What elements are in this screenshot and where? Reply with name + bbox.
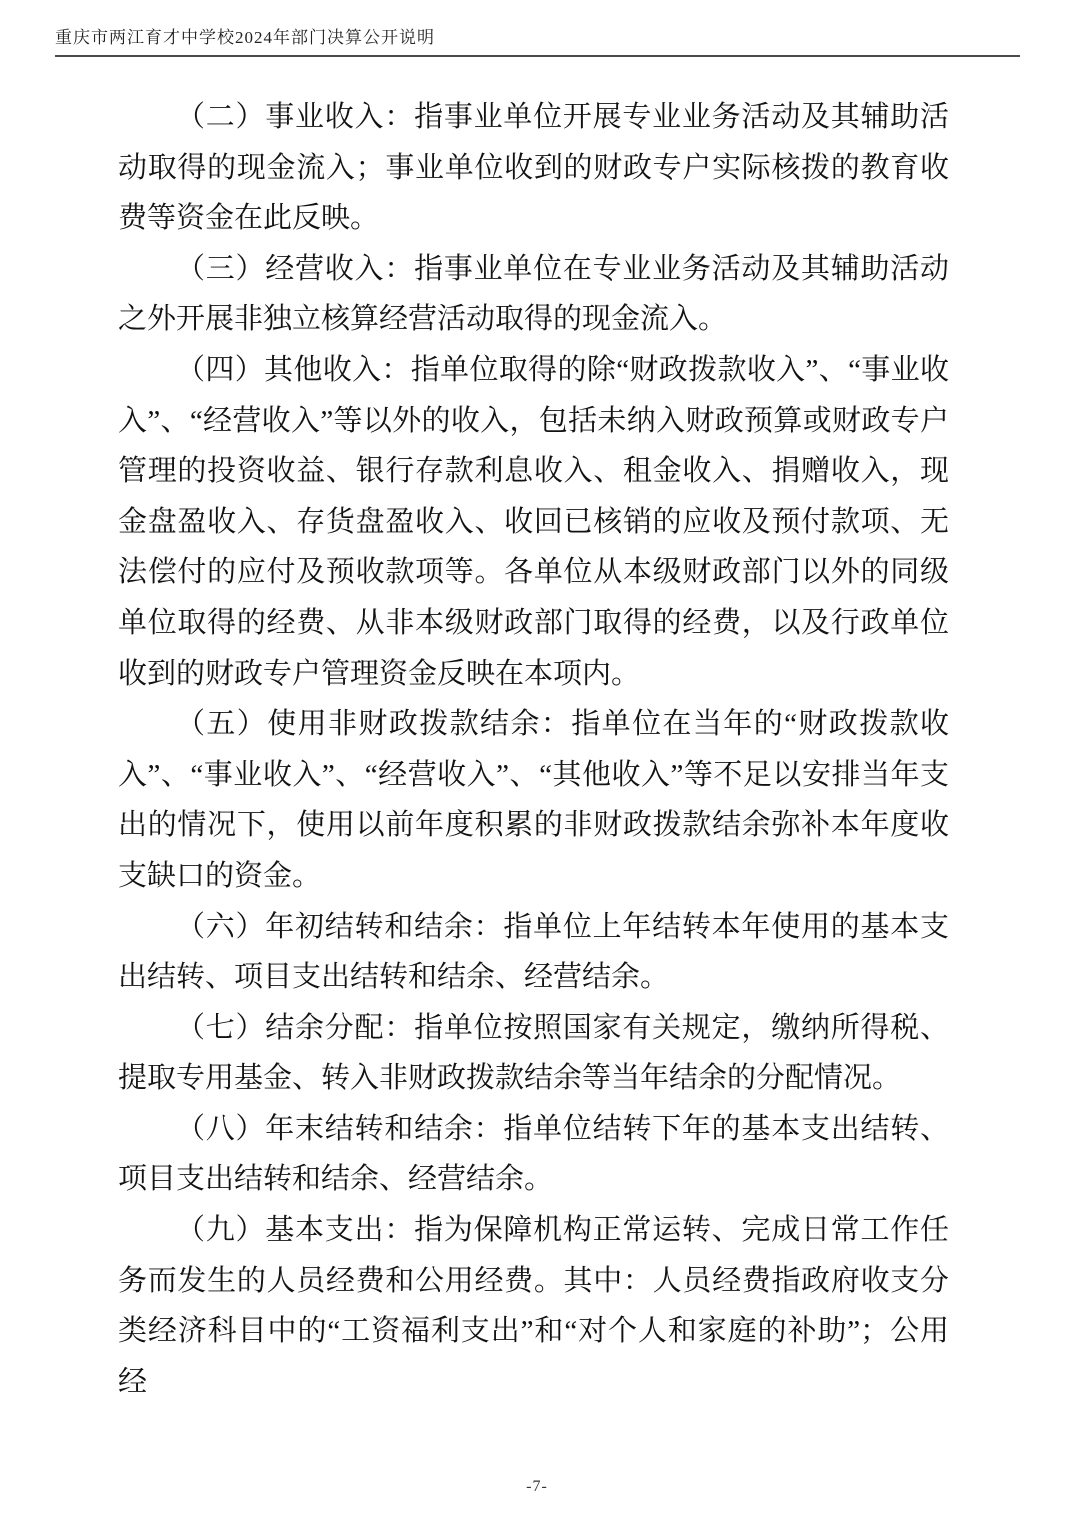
page-header [55,28,1020,57]
paragraph-qita-shouru: （四）其他收入：指单位取得的除“财政拨款收入”、“事业收入”、“经营收入”等以外的收入，包括未纳入财政预算或财政专户管理的投资收益、银行存款利息收入、租金收入、捐赠收入，现金盘盈收入、存货盘盈收入、收回已核销的应收及预付款项、无法偿付的应付及预收款项等。各单位从本级财政部门以外的同级单位取得的经费、从非本级财政部门取得的经费，以及行政单位收到的财政专户管理资金反映在本项内。 [118,353,949,690]
paragraph-jieyu-fenpei: （七）结余分配：指单位按照国家有关规定，缴纳所得税、提取专用基金、转入非财政拨款结余等当年结余的分配情况。 [118,1011,949,1095]
document-body [118,92,949,1407]
document-header-title: 重庆市两江育才中学校2024年部门决算公开说明 [55,28,435,47]
page-number: -7- [526,1478,548,1495]
paragraph-shiyong-feicaizheng-bokuan-jieyu: （五）使用非财政拨款结余：指单位在当年的“财政拨款收入”、“事业收入”、“经营收入”、“其他收入”等不足以安排当年支出的情况下，使用以前年度积累的非财政拨款结余弥补本年度收支缺口的资金。 [118,708,949,892]
paragraph-shiye-shouru: （二）事业收入：指事业单位开展专业业务活动及其辅助活动取得的现金流入；事业单位收到的财政专户实际核拨的教育收费等资金在此反映。 [118,101,949,235]
paragraph-nianchu-jiezhuan-jieyu: （六）年初结转和结余：指单位上年结转本年使用的基本支出结转、项目支出结转和结余、经营结余。 [118,910,949,994]
paragraph-jiben-zhichu: （九）基本支出：指为保障机构正常运转、完成日常工作任务而发生的人员经费和公用经费。其中：人员经费指政府收支分类经济科目中的“工资福利支出”和“对个人和家庭的补助”；公用经 [118,1214,949,1398]
paragraph-jingying-shouru: （三）经营收入：指事业单位在专业业务活动及其辅助活动之外开展非独立核算经营活动取得的现金流入。 [118,252,949,336]
page-footer [0,1478,1074,1496]
paragraph-nianmo-jiezhuan-jieyu: （八）年末结转和结余：指单位结转下年的基本支出结转、项目支出结转和结余、经营结余。 [118,1112,949,1196]
